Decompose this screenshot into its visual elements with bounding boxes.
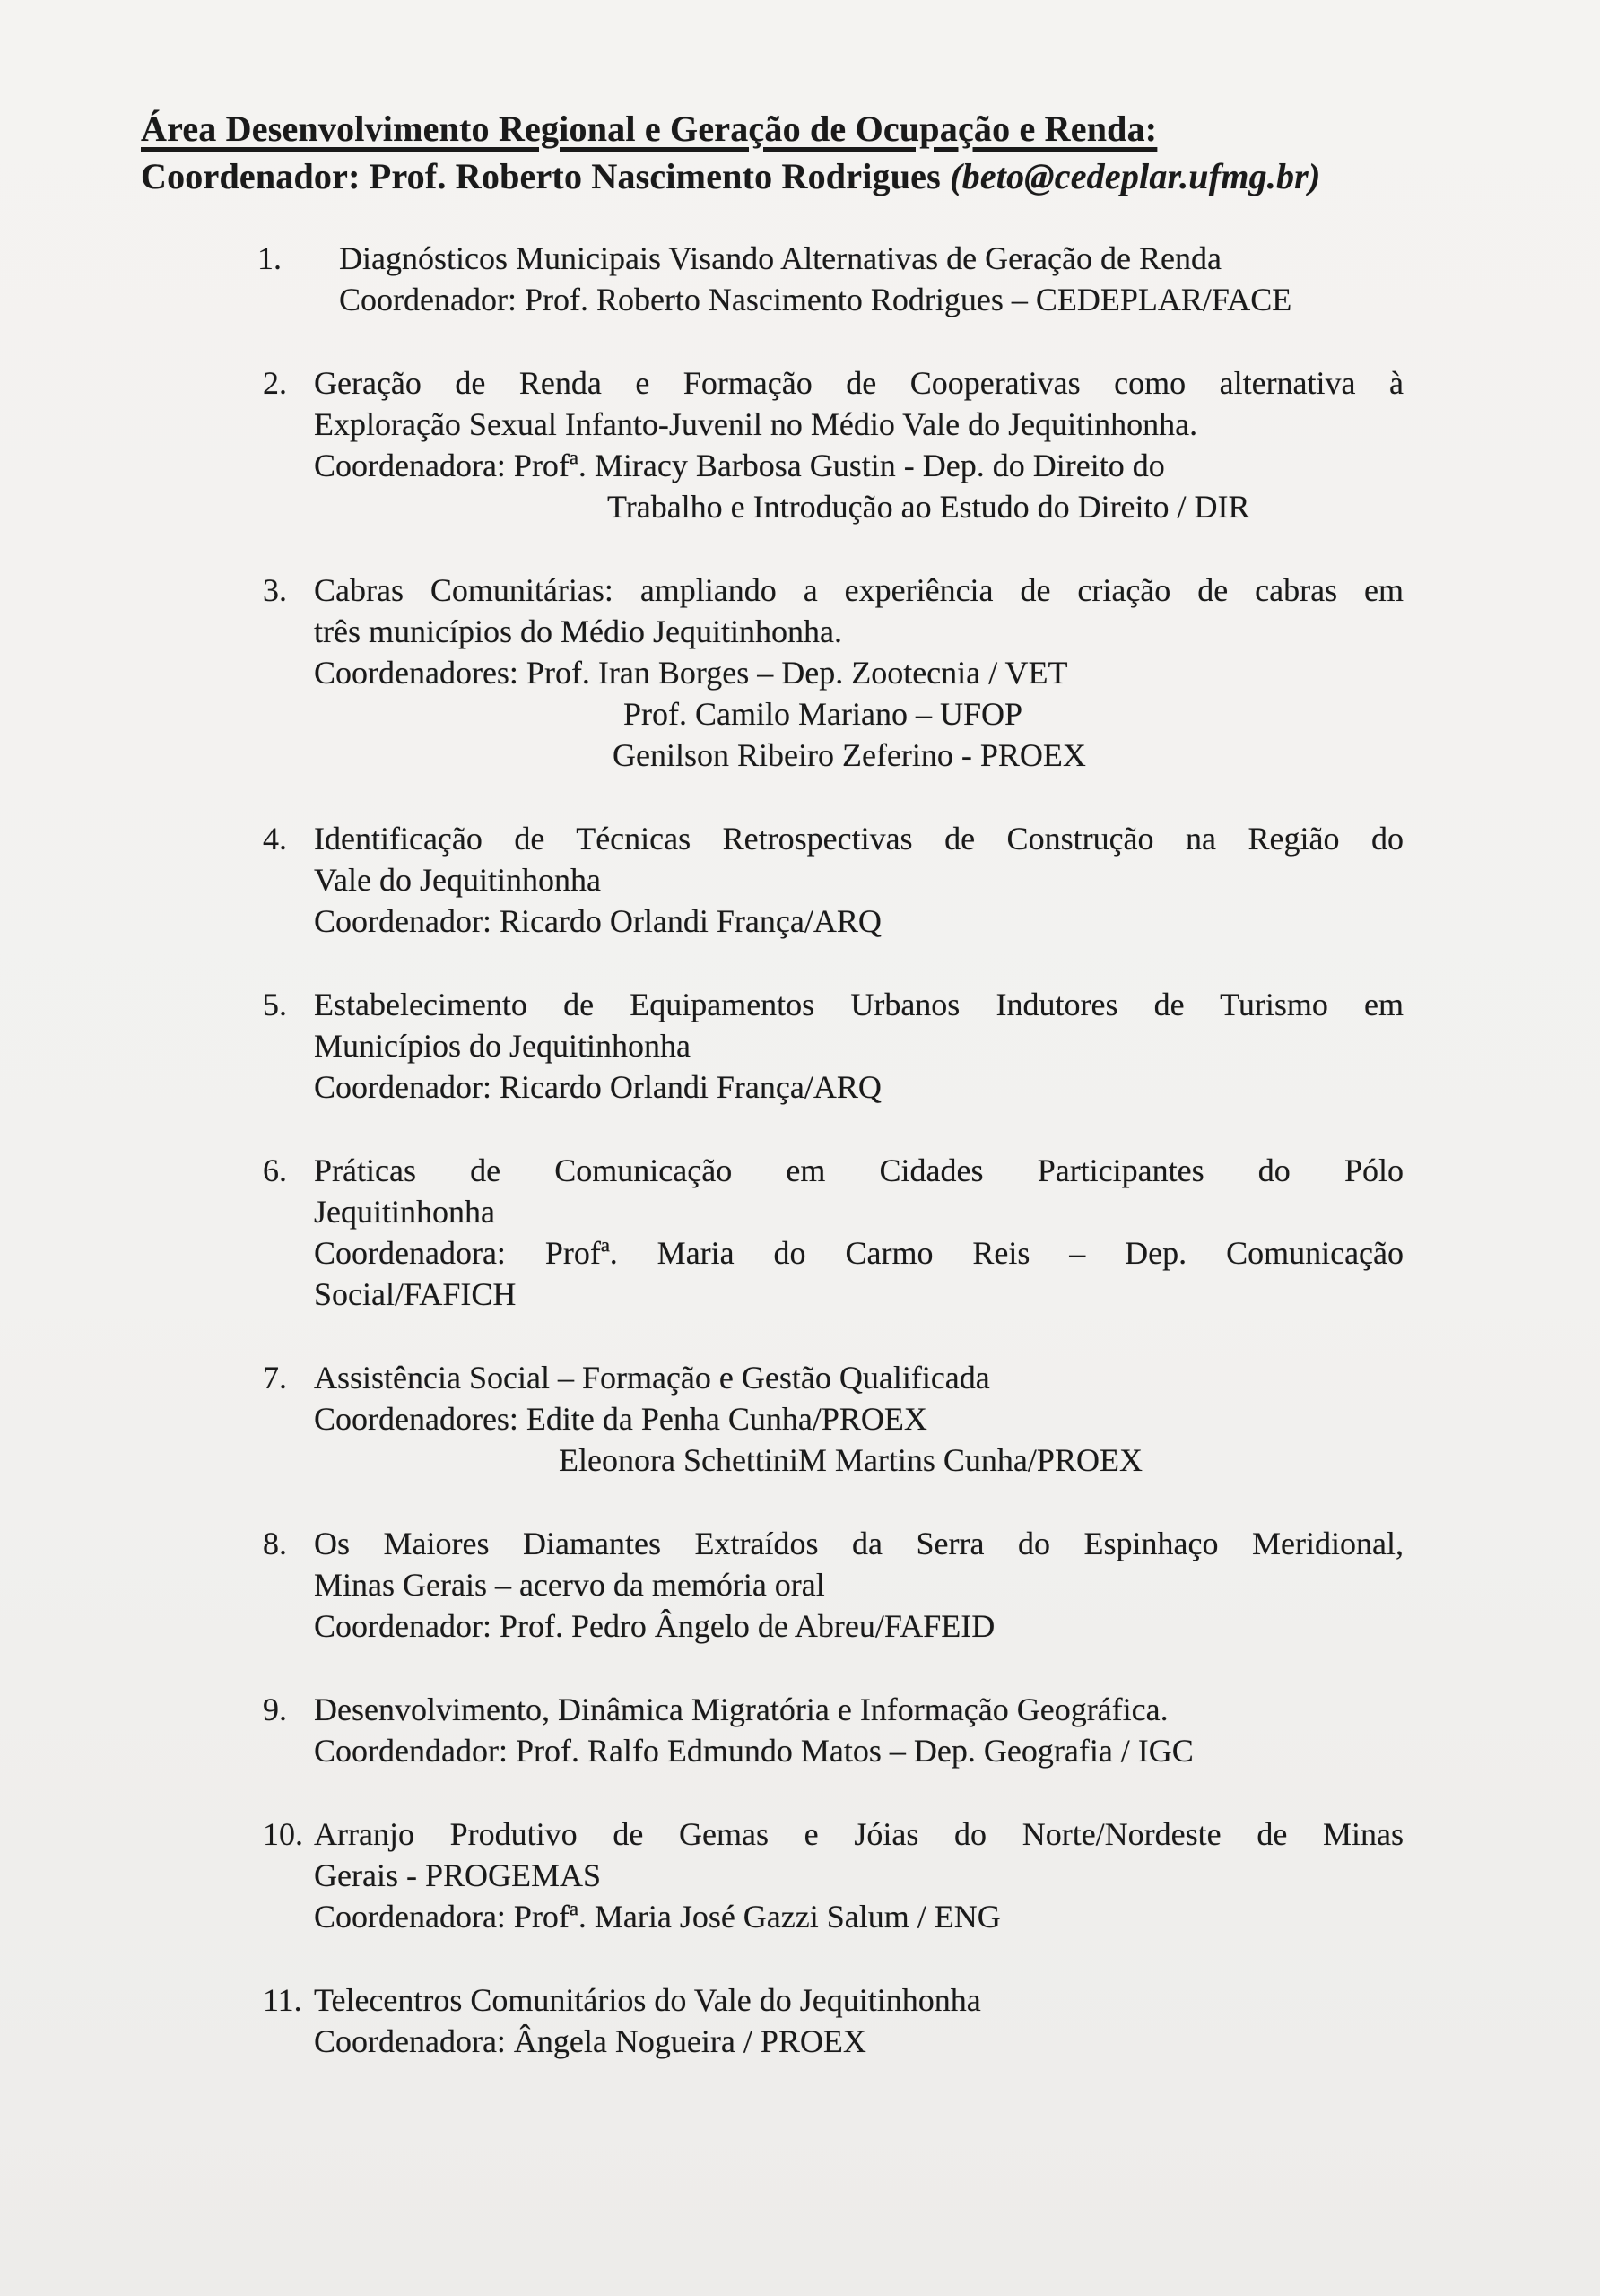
item-number: 3.	[263, 572, 287, 608]
coordinator-line: Coordenador: Prof. Roberto Nascimento Rodrigues – CEDEPLAR/FACE	[339, 282, 1292, 317]
coordinator-line: Eleonora SchettiniM Martins Cunha/PROEX	[559, 1442, 1143, 1478]
coordinator-line: Coordenador: Prof. Pedro Ângelo de Abreu/FAFEID	[314, 1608, 996, 1644]
project-title-line: Geração de Renda e Formação de Cooperativas como alternativa à	[314, 365, 1404, 401]
project-item-5	[263, 984, 1404, 1108]
item-number: 8.	[263, 1526, 287, 1561]
project-item-3	[263, 570, 1404, 776]
project-item-10	[263, 1813, 1404, 1937]
item-number: 10.	[263, 1816, 303, 1852]
project-title-line: Exploração Sexual Infanto-Juvenil no Médio Vale do Jequitinhonha.	[314, 406, 1198, 442]
project-title-line: Jequitinhonha	[314, 1194, 495, 1230]
item-number: 2.	[263, 365, 287, 401]
item-number: 9.	[263, 1692, 287, 1727]
project-item-9	[263, 1689, 1404, 1771]
document-header	[141, 106, 1457, 200]
item-number: 1.	[257, 240, 282, 276]
project-title-line: Municípios do Jequitinhonha	[314, 1028, 691, 1064]
item-number: 11.	[263, 1982, 302, 2018]
coordinator-line: Coordenadores: Prof. Iran Borges – Dep. Zootecnia / VET	[314, 655, 1068, 691]
coordinator-line: Coordenadora: Ângela Nogueira / PROEX	[314, 2023, 866, 2059]
item-number: 4.	[263, 821, 287, 857]
coordinator-line: Coordenadora: Profª. Maria do Carmo Reis – Dep. Comunicação	[314, 1235, 1404, 1271]
project-title-line: Desenvolvimento, Dinâmica Migratória e Informação Geográfica.	[314, 1692, 1169, 1727]
coordinator-line: Social/FAFICH	[314, 1276, 517, 1312]
coordinator-line: Coordendador: Prof. Ralfo Edmundo Matos – Dep. Geografia / IGC	[314, 1733, 1194, 1769]
project-title-line: Estabelecimento de Equipamentos Urbanos Indutores de Turismo em	[314, 987, 1404, 1022]
project-title-line: Gerais - PROGEMAS	[314, 1857, 601, 1893]
project-item-8	[263, 1523, 1404, 1647]
coordinator-line: Coordenador: Ricardo Orlandi França/ARQ	[314, 903, 882, 939]
project-title-line: Assistência Social – Formação e Gestão Qualificada	[314, 1360, 990, 1396]
project-title-line: Práticas de Comunicação em Cidades Participantes do Pólo	[314, 1152, 1404, 1188]
project-item-2	[263, 362, 1404, 527]
project-item-11	[263, 1979, 1404, 2062]
coordinator-line: Coordenadores: Edite da Penha Cunha/PROEX	[314, 1401, 927, 1437]
item-number: 6.	[263, 1152, 287, 1188]
area-coordinator-name: Coordenador: Prof. Roberto Nascimento Rodrigues	[141, 156, 951, 196]
coordinator-line: Coordenadora: Profª. Maria José Gazzi Salum / ENG	[314, 1899, 1001, 1935]
project-title-line: Cabras Comunitárias: ampliando a experiência de criação de cabras em	[314, 572, 1404, 608]
item-number: 7.	[263, 1360, 287, 1396]
project-item-6	[263, 1150, 1404, 1315]
project-title-line: Identificação de Técnicas Retrospectivas de Construção na Região do	[314, 821, 1404, 857]
project-title-line: três municípios do Médio Jequitinhonha.	[314, 613, 842, 649]
project-title-line: Diagnósticos Municipais Visando Alternativas de Geração de Renda	[339, 240, 1222, 276]
page-title	[141, 106, 1457, 152]
project-title-line: Minas Gerais – acervo da memória oral	[314, 1567, 825, 1603]
area-coordinator-line	[141, 152, 1457, 200]
coordinator-email: (beto@cedeplar.ufmg.br)	[950, 156, 1321, 196]
project-title-line: Vale do Jequitinhonha	[314, 862, 601, 898]
item-number: 5.	[263, 987, 287, 1022]
coordinator-line: Prof. Camilo Mariano – UFOP	[623, 696, 1022, 732]
coordinator-line: Trabalho e Introdução ao Estudo do Direito / DIR	[607, 489, 1250, 525]
project-title-line: Telecentros Comunitários do Vale do Jequitinhonha	[314, 1982, 981, 2018]
coordinator-line: Genilson Ribeiro Zeferino - PROEX	[613, 737, 1086, 773]
project-list	[0, 238, 1600, 2062]
project-title-line: Os Maiores Diamantes Extraídos da Serra do Espinhaço Meridional,	[314, 1526, 1404, 1561]
project-item-1	[257, 238, 1404, 320]
project-item-4	[263, 818, 1404, 942]
project-item-7	[263, 1357, 1404, 1481]
coordinator-line: Coordenadora: Profª. Miracy Barbosa Gustin - Dep. do Direito do	[314, 448, 1165, 483]
coordinator-line: Coordenador: Ricardo Orlandi França/ARQ	[314, 1069, 882, 1105]
page-title-text: Área Desenvolvimento Regional e Geração de Ocupação e Renda:	[141, 109, 1158, 149]
project-title-line: Arranjo Produtivo de Gemas e Jóias do Norte/Nordeste de Minas	[314, 1816, 1404, 1852]
